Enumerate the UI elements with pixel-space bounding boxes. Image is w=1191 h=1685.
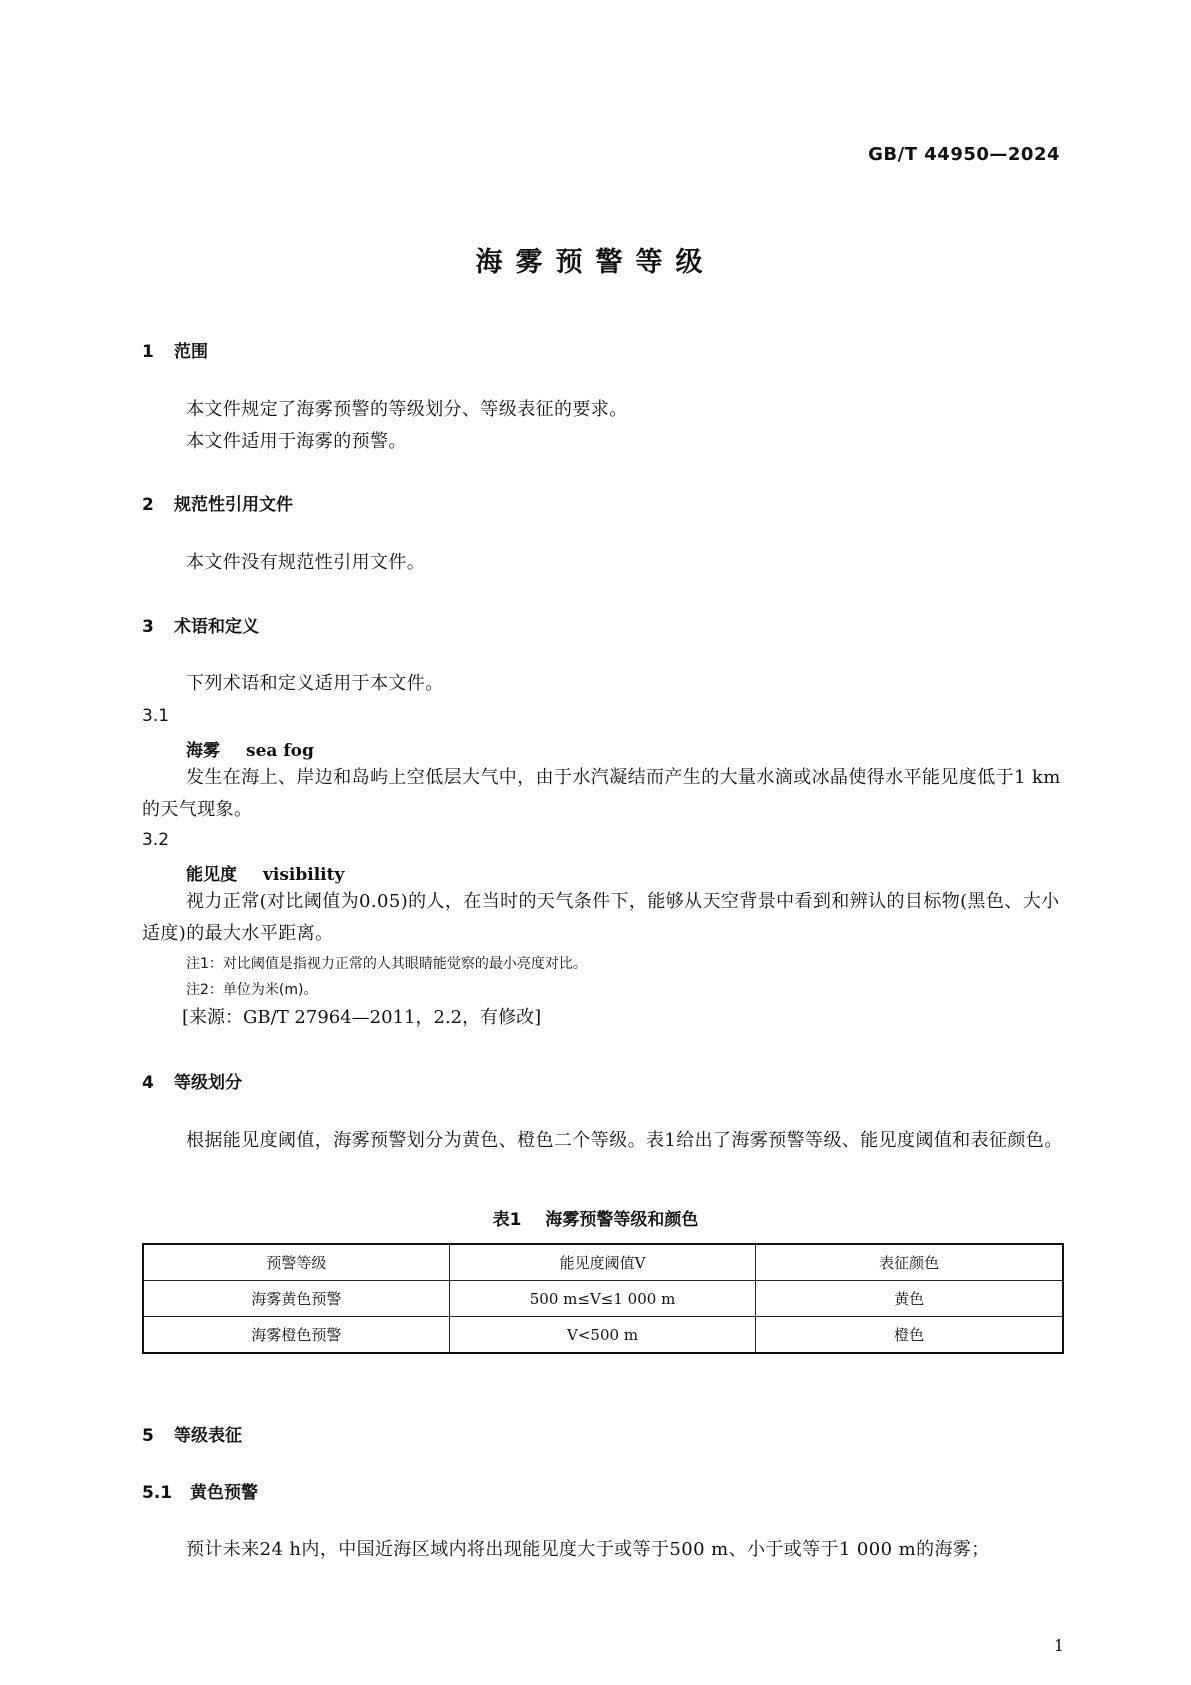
section-2-paragraph-1: 本文件没有规范性引用文件。: [186, 552, 426, 573]
table-caption-text: 海雾预警等级和颜色: [545, 1210, 699, 1230]
section-number: 5: [142, 1426, 154, 1446]
term-3-1-number: 3.1: [142, 706, 170, 726]
table-header-cell: 表征颜色: [756, 1244, 1063, 1281]
page-number: 1: [1053, 1636, 1064, 1655]
section-title: 规范性引用文件: [174, 495, 293, 515]
section-3-heading: [142, 612, 259, 637]
term-3-2-definition: 视力正常(对比阈值为0.05)的人，在当时的天气条件下，能够从天空背景中看到和辨认的目标物(黑色、大小适度)的最大水平距离。: [142, 891, 1060, 944]
section-number: 3: [142, 617, 154, 637]
table-cell: 海雾橙色预警: [143, 1317, 449, 1354]
table-cell: 黄色: [756, 1281, 1063, 1317]
table-cell: 橙色: [756, 1317, 1063, 1354]
section-5-1-paragraph-1: 预计未来24 h内，中国近海区域内将出现能见度大于或等于500 m、小于或等于1 000 m的海雾；: [186, 1539, 990, 1560]
table-row: [143, 1317, 1063, 1354]
section-4-heading: [142, 1068, 242, 1093]
section-title: 等级表征: [174, 1426, 242, 1446]
section-number: 1: [142, 342, 154, 362]
section-1-heading: [142, 337, 208, 362]
term-en: visibility: [263, 865, 345, 885]
term-3-1-definition: 发生在海上、岸边和岛屿上空低层大气中，由于水汽凝结而产生的大量水滴或冰晶使得水平能见度低于1 km的天气现象。: [142, 767, 1061, 820]
term-3-1-name: [186, 736, 314, 761]
table-caption: [0, 1205, 1191, 1230]
section-1-paragraph-1: 本文件规定了海雾预警的等级划分、等级表征的要求。: [186, 399, 628, 420]
section-title: 等级划分: [174, 1073, 242, 1093]
warning-level-table: [142, 1243, 1064, 1354]
term-zh: 能见度: [186, 865, 237, 885]
source-citation: [来源：GB/T 27964—2011，2.2，有修改]: [182, 1007, 542, 1028]
table-header-row: [143, 1244, 1063, 1281]
subsection-title: 黄色预警: [190, 1483, 258, 1503]
table-header-cell: 预警等级: [143, 1244, 449, 1281]
note-2: 注2：单位为米(m)。: [186, 982, 318, 998]
standard-number: GB/T 44950—2024: [868, 144, 1060, 165]
section-5-heading: [142, 1421, 242, 1446]
note-1: 注1：对比阈值是指视力正常的人其眼睛能觉察的最小亮度对比。: [186, 956, 587, 972]
section-4-paragraph-1: 根据能见度阈值，海雾预警划分为黄色、橙色二个等级。表1给出了海雾预警等级、能见度阈值和表征颜色。: [186, 1130, 1063, 1151]
table-caption-number: 表1: [492, 1210, 522, 1230]
section-2-heading: [142, 490, 293, 515]
subsection-number: 5.1: [142, 1483, 173, 1503]
term-3-2-name: [186, 860, 344, 885]
section-title: 术语和定义: [174, 617, 259, 637]
section-title: 范围: [174, 342, 208, 362]
section-number: 2: [142, 495, 154, 515]
term-zh: 海雾: [186, 741, 220, 761]
document-title: 海雾预警等级: [475, 247, 716, 278]
table-row: [143, 1281, 1063, 1317]
section-number: 4: [142, 1073, 154, 1093]
section-5-1-heading: [142, 1478, 258, 1503]
table-cell: 500 m≤V≤1 000 m: [449, 1281, 755, 1317]
term-en: sea fog: [246, 741, 314, 761]
table-cell: V<500 m: [449, 1317, 755, 1354]
table-header-cell: 能见度阈值V: [449, 1244, 755, 1281]
section-3-paragraph-1: 下列术语和定义适用于本文件。: [186, 673, 444, 694]
section-1-paragraph-2: 本文件适用于海雾的预警。: [186, 431, 407, 452]
table-cell: 海雾黄色预警: [143, 1281, 449, 1317]
term-3-2-number: 3.2: [142, 830, 170, 850]
